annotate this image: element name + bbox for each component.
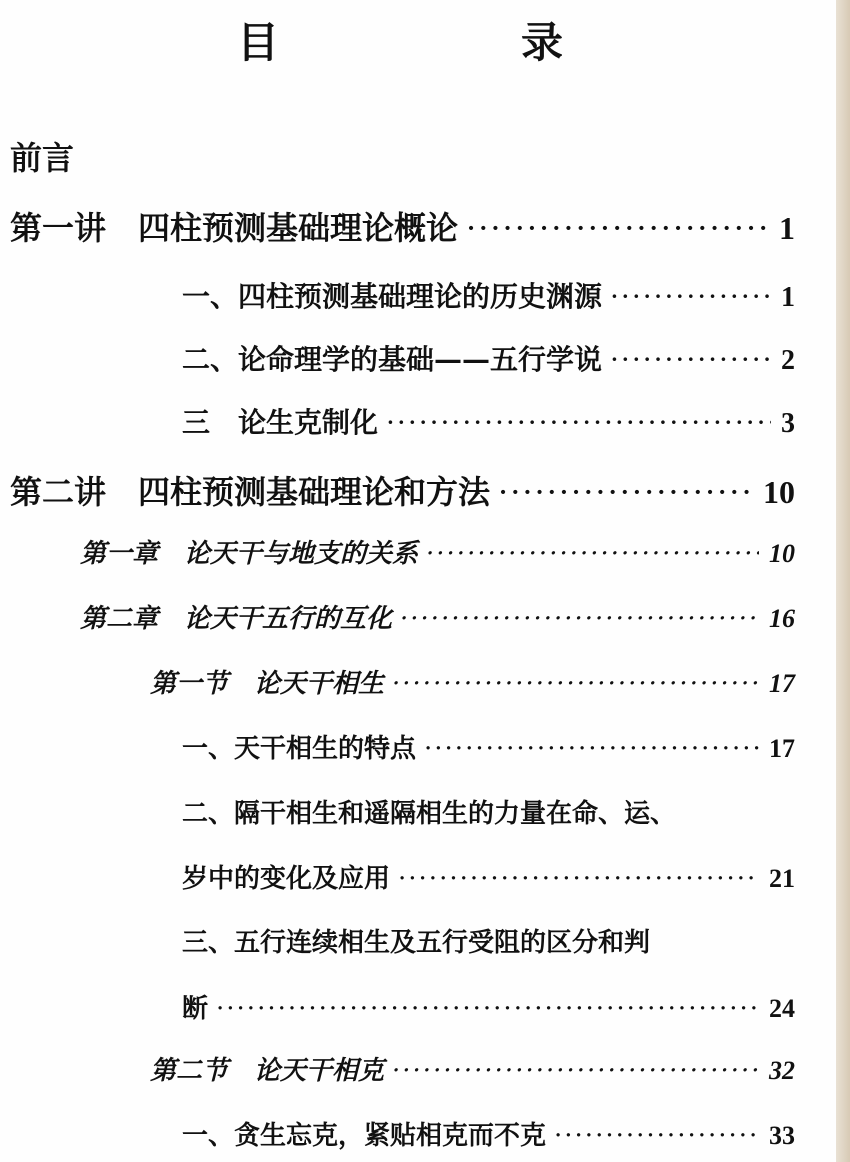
toc-page-number: 32 <box>769 1056 795 1085</box>
toc-entry-label: 二、论命理学的基础——五行学说 <box>182 343 603 376</box>
toc-entry-label: 一、四柱预测基础理论的历史渊源 <box>182 280 603 313</box>
dot-leader <box>424 734 759 764</box>
toc-page-number: 2 <box>781 345 795 376</box>
toc-preface: 前言 <box>10 139 75 177</box>
dot-leader <box>554 1121 759 1151</box>
toc-entry-chapter-2[interactable] <box>80 598 795 635</box>
dot-leader <box>610 280 771 313</box>
toc-page-number: 21 <box>769 864 795 893</box>
toc-entry-section-1-2-line-1[interactable]: 二、隔干相生和遥隔相生的力量在命、运、 <box>182 799 677 829</box>
dot-leader <box>466 209 769 247</box>
toc-entry-section-2[interactable] <box>150 1050 795 1087</box>
toc-page-number: 10 <box>763 474 795 510</box>
toc-entry-label: 第一章 论天干与地支的关系 <box>80 539 419 569</box>
dot-leader <box>386 406 771 439</box>
toc-title: 目 录 <box>236 18 663 67</box>
toc-entry-label: 断 <box>182 994 209 1024</box>
toc-entry-label: 第一节 论天干相生 <box>150 669 385 699</box>
toc-entry-section-1[interactable] <box>150 663 795 700</box>
dot-leader <box>400 604 759 634</box>
dot-leader <box>498 473 753 511</box>
dot-leader <box>216 994 759 1024</box>
toc-page-number: 1 <box>779 210 795 246</box>
toc-entry-section-1-3-line-1[interactable]: 三、五行连续相生及五行受阻的区分和判 <box>182 928 651 958</box>
toc-entry-lecture-2[interactable] <box>10 467 795 513</box>
toc-entry-label: 第一讲 四柱预测基础理论概论 <box>10 209 459 247</box>
toc-page-number: 1 <box>781 282 795 313</box>
toc-entry-section-1-3[interactable] <box>182 988 795 1025</box>
toc-entry-label: 第二讲 四柱预测基础理论和方法 <box>10 473 491 511</box>
dot-leader <box>392 669 759 699</box>
toc-entry-section-2-1[interactable] <box>182 1115 795 1152</box>
dot-leader <box>398 864 759 894</box>
toc-entry-lecture-1[interactable] <box>10 203 795 249</box>
toc-page-number: 33 <box>769 1121 795 1150</box>
page-edge <box>836 0 850 1162</box>
toc-entry-label: 岁中的变化及应用 <box>182 864 391 894</box>
toc-page-number: 3 <box>781 408 795 439</box>
toc-entry-label: 第二章 论天干五行的互化 <box>80 604 393 634</box>
toc-entry-chapter-1[interactable] <box>80 533 795 570</box>
toc-entry-1-2[interactable] <box>182 338 795 378</box>
dot-leader <box>392 1056 759 1086</box>
toc-entry-label: 第二节 论天干相克 <box>150 1056 385 1086</box>
toc-entry-label: 三 论生克制化 <box>182 406 379 439</box>
toc-page-number: 17 <box>769 669 795 698</box>
toc-entry-label: 一、贪生忘克，紧贴相克而不克 <box>182 1121 547 1151</box>
dot-leader <box>426 539 759 569</box>
dot-leader <box>610 343 771 376</box>
toc-entry-1-1[interactable] <box>182 275 795 315</box>
toc-entry-1-3[interactable] <box>182 401 795 441</box>
toc-entry-section-1-2[interactable] <box>182 858 795 895</box>
toc-entry-section-1-1[interactable] <box>182 728 795 765</box>
toc-page-number: 10 <box>769 539 795 568</box>
toc-page-number: 17 <box>769 734 795 763</box>
toc-page-number: 16 <box>769 604 795 633</box>
toc-entry-label: 一、天干相生的特点 <box>182 734 417 764</box>
toc-page-number: 24 <box>769 994 795 1023</box>
